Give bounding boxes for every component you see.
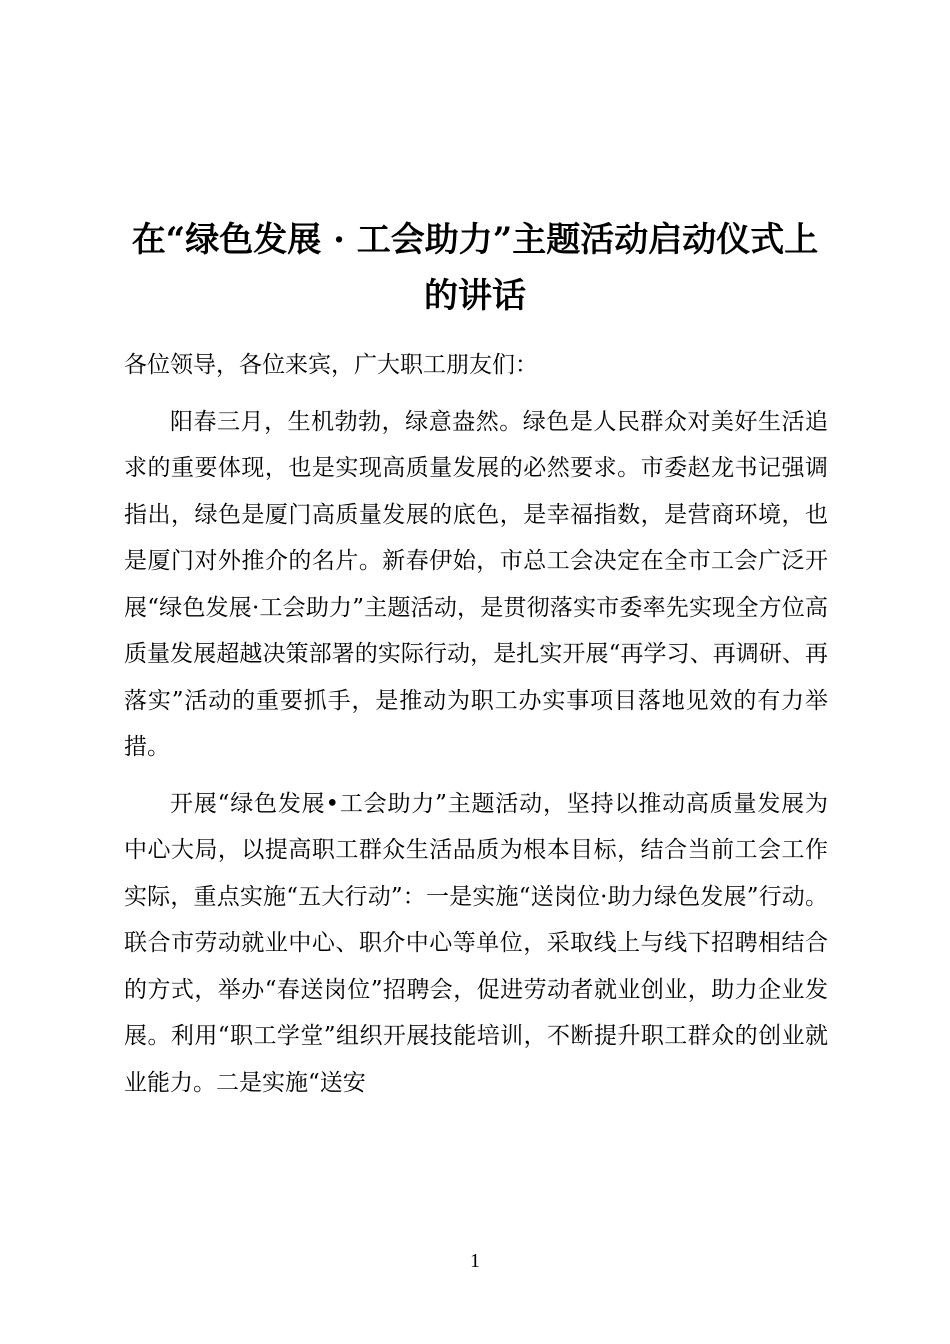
paragraph-2: 开展“绿色发展•工会助力”主题活动，坚持以推动高质量发展为中心大局，以提高职工群众生活品质为根本目标，结合当前工会工作实际，重点实施“五大行动”：一是实施“送岗位·助力绿色发展”行动。联合市劳动就业中心、职介中心等单位，采取线上与线下招聘相结合的方式，举办“春送岗位”招聘会，促进劳动者就业创业，助力企业发展。利用“职工学堂”组织开展技能培训，不断提升职工群众的创业就业能力。二是实施“送安 (124, 790, 828, 1096)
salutation: 各位领导，各位来宾，广大职工朋友们： (124, 352, 538, 378)
page-number: 1 (470, 1250, 480, 1272)
document-body (124, 342, 828, 1116)
document-title: 在“绿色发展 · 工会助力”主题活动启动仪式上的讲话 (131, 220, 819, 316)
paragraph-1: 阳春三月，生机勃勃，绿意盎然。绿色是人民群众对美好生活追求的重要体现，也是实现高质量发展的必然要求。市委赵龙书记强调指出，绿色是厦门高质量发展的底色，是幸福指数，是营商环境，也是厦门对外推介的名片。新春伊始，市总工会决定在全市工会广泛开展“绿色发展·工会助力”主题活动，是贯彻落实市委率先实现全方位高质量发展超越决策部署的实际行动，是扎实开展“再学习、再调研、再落实”活动的重要抓手，是推动为职工办实事项目落地见效的有力举措。 (124, 408, 828, 760)
